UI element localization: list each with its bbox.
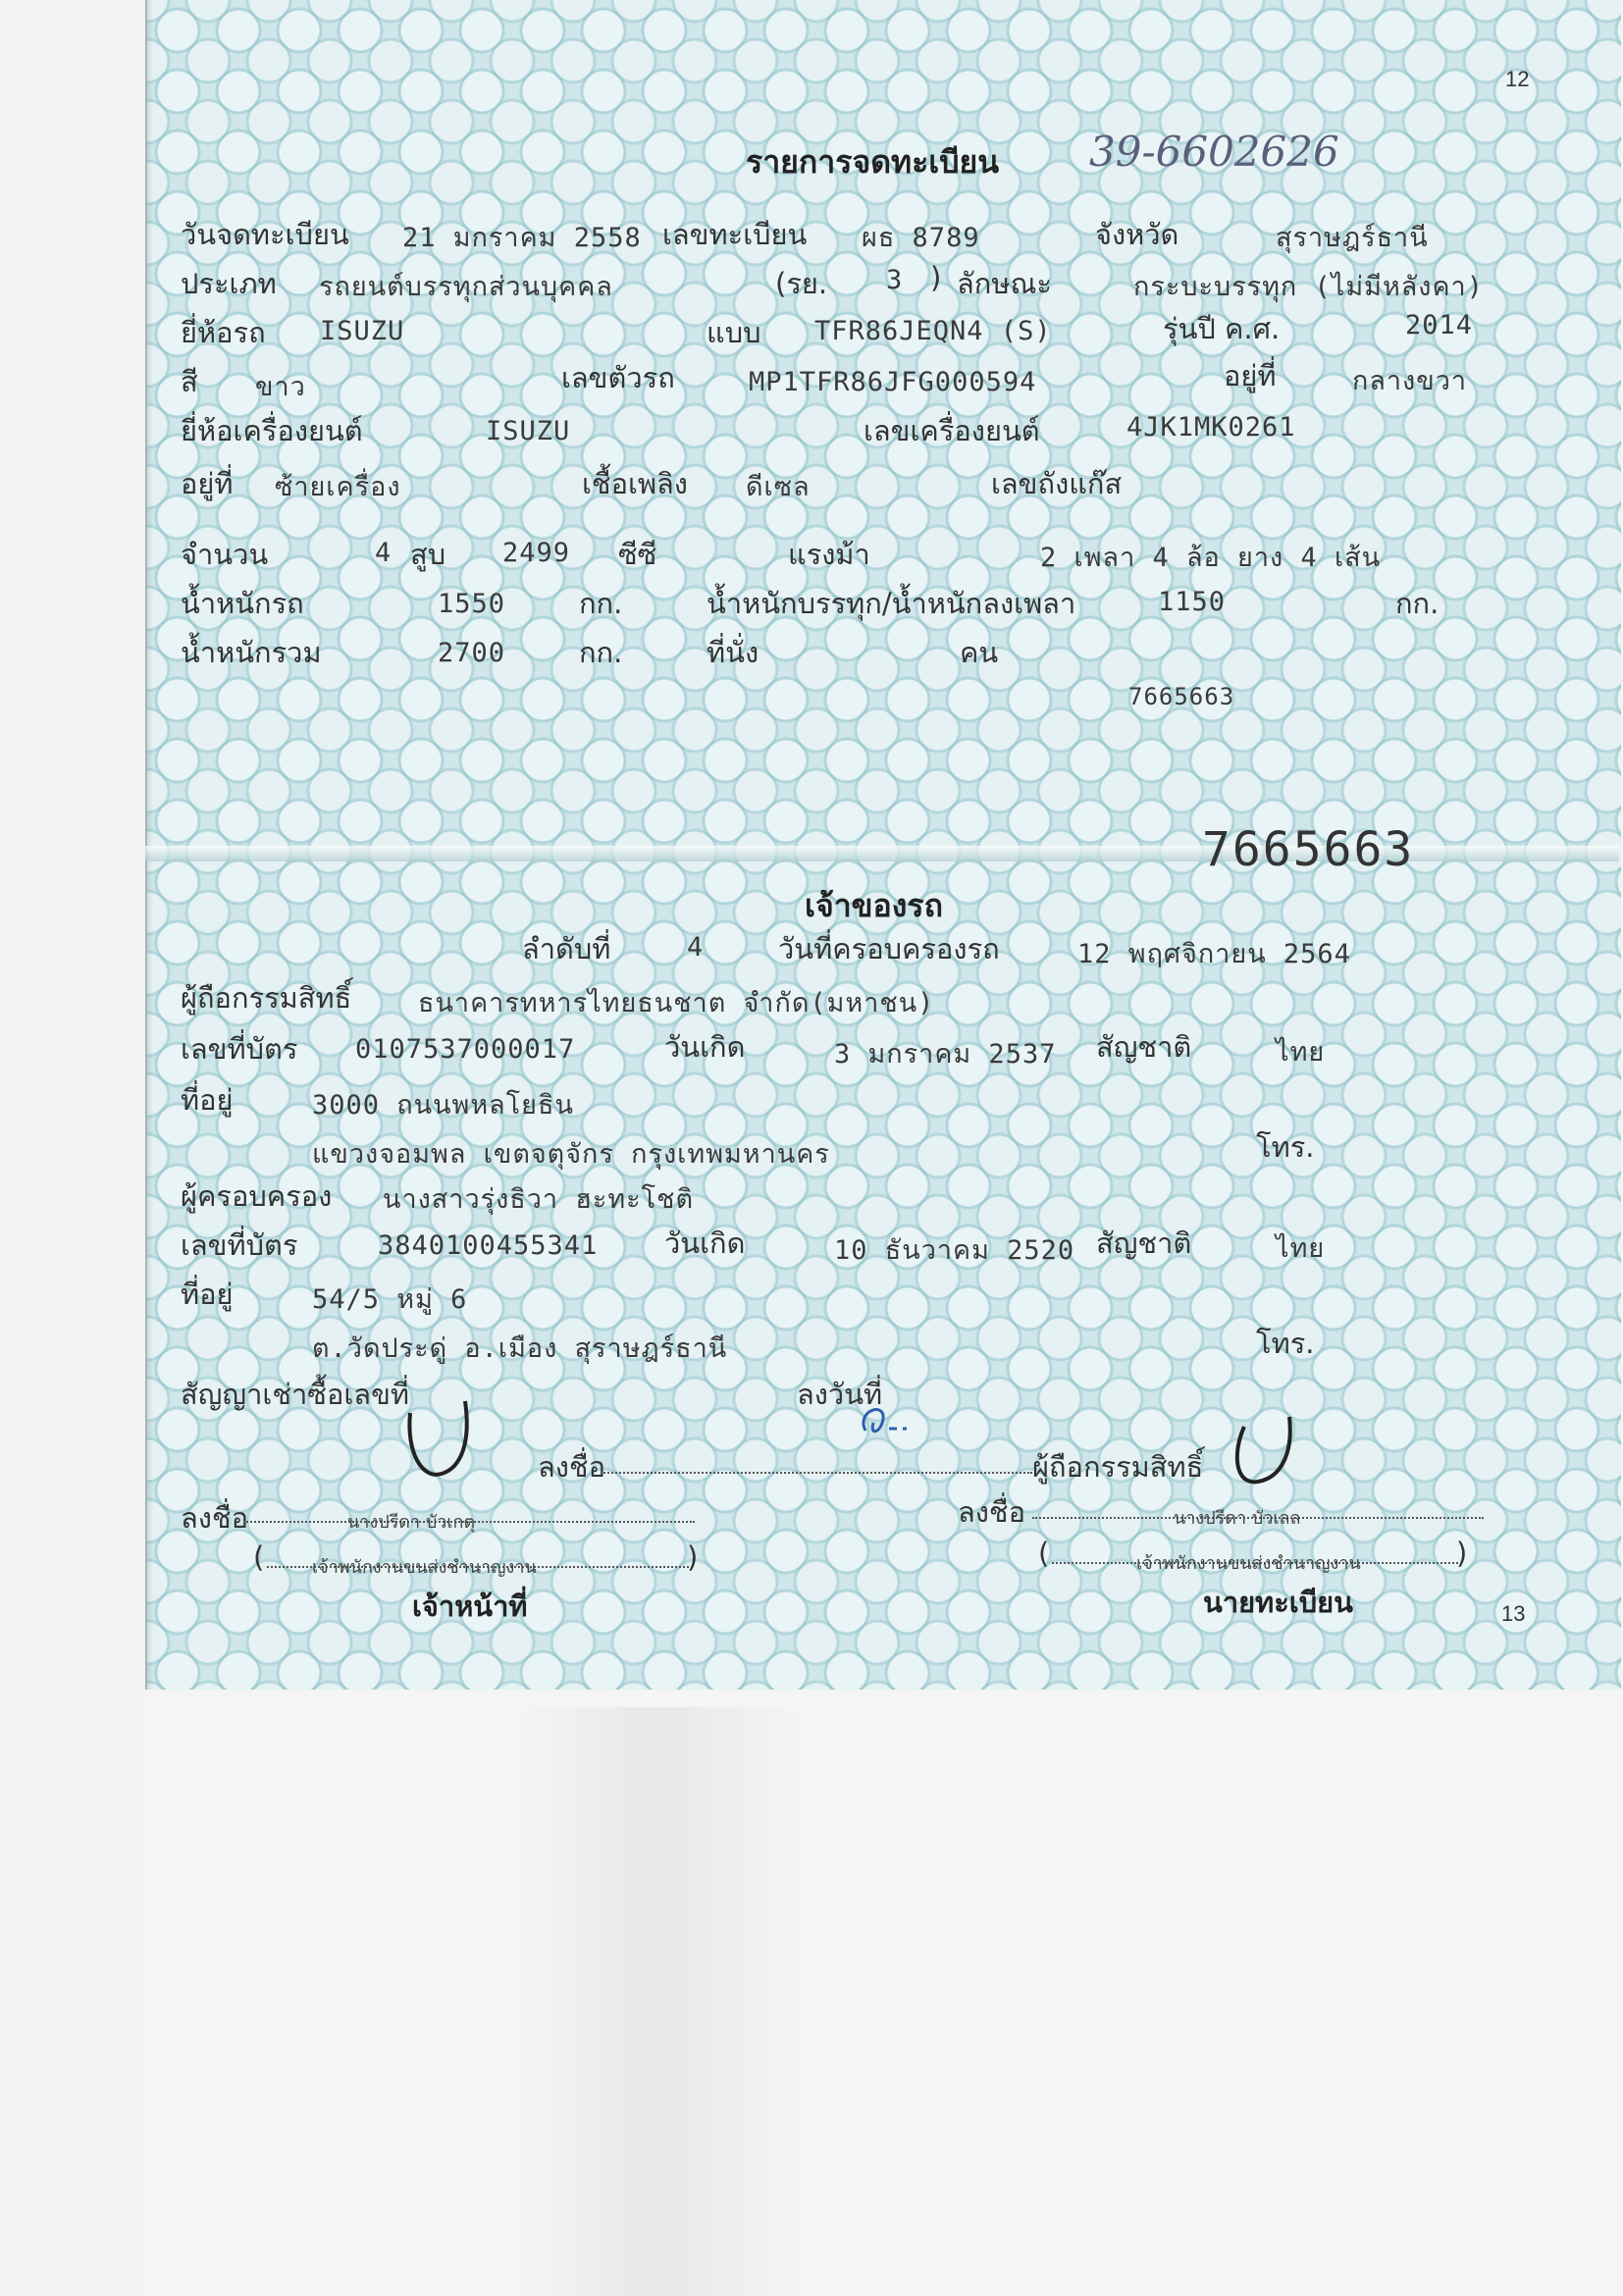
dob2-label: วันเกิด: [664, 1226, 746, 1260]
address2-label: ที่อยู่: [181, 1278, 234, 1311]
possession-date-label: วันที่ครอบครองรถ: [778, 932, 1000, 965]
chassis-location-label: อยู่ที่: [1224, 359, 1277, 392]
engine-brand-value: ISUZU: [486, 416, 571, 446]
total-weight-value: 2700: [438, 638, 506, 668]
sign-date-label: ลงวันที่: [797, 1378, 883, 1411]
officer-name: นางปรีดา บัวเกตุ: [347, 1512, 476, 1533]
officer-position: เจ้าพนักงานขนส่งชำนาญงาน: [312, 1557, 537, 1578]
possessor-value: นางสาวรุ่งธิวา ฮะทะโชติ: [383, 1184, 694, 1215]
dob1-value: 3 มกราคม 2537: [834, 1039, 1057, 1070]
weight-unit: กก.: [579, 587, 623, 620]
registrar-role: นายทะเบียน: [1203, 1586, 1353, 1619]
id2-label: เลขที่บัตร: [181, 1228, 298, 1262]
holder-signature-right: [1215, 1413, 1303, 1491]
ry-label: (รย.: [775, 267, 828, 300]
possession-date-value: 12 พฤศจิกายน 2564: [1077, 939, 1351, 969]
brand-label: ยี่ห้อรถ: [181, 316, 266, 349]
rights-holder-label: ผู้ถือกรรมสิทธิ์: [181, 981, 352, 1015]
possessor-label: ผู้ครอบครอง: [181, 1179, 333, 1213]
year-value: 2014: [1405, 310, 1474, 340]
count-label: จำนวน: [181, 538, 269, 571]
weight-value: 1550: [438, 589, 506, 619]
type-label: ประเภท: [181, 267, 277, 300]
registrar-position: เจ้าพนักงานขนส่งชำนาญงาน: [1136, 1553, 1361, 1574]
chassis-location-value: กลางขวา: [1352, 366, 1468, 396]
engine-no-label: เลขเครื่องยนต์: [864, 414, 1040, 447]
id1-value: 0107537000017: [355, 1034, 576, 1065]
engine-location-value: ซ้ายเครื่อง: [275, 472, 401, 502]
officer-sign-label: ลงชื่อ: [181, 1501, 249, 1535]
load-unit: กก.: [1395, 587, 1440, 620]
address2-line2: ต.วัดประดู่ อ.เมือง สุราษฎร์ธานี: [312, 1333, 728, 1364]
address2-line1: 54/5 หมู่ 6: [312, 1284, 468, 1315]
sign-line: [601, 1472, 1032, 1474]
registrar-name: นางปรีดา บัวเลล: [1174, 1508, 1301, 1529]
weight-label: น้ำหนักรถ: [181, 587, 304, 620]
cylinders-value: 4: [375, 538, 393, 568]
address1-line2: แขวงจอมพล เขตจตุจักร กรุงเทพมหานคร: [312, 1139, 830, 1170]
axles-value: 2 เพลา 4 ล้อ ยาง 4 เส้น: [1040, 543, 1382, 573]
officer-paren-close: ): [687, 1540, 699, 1574]
engine-location-label: อยู่ที่: [181, 467, 234, 500]
nationality1-value: ไทย: [1276, 1037, 1326, 1068]
address1-label: ที่อยู่: [181, 1083, 234, 1117]
serial-small: 7665663: [1128, 683, 1235, 710]
dob1-label: วันเกิด: [664, 1030, 746, 1064]
reg-no-label: เลขทะเบียน: [662, 218, 808, 251]
nationality2-value: ไทย: [1276, 1233, 1326, 1264]
scan-smudge: [510, 1707, 805, 2296]
total-weight-unit: กก.: [579, 636, 623, 669]
style-value: กระบะบรรทุก (ไม่มีหลังคา): [1133, 272, 1484, 302]
load-label: น้ำหนักบรรทุก/น้ำหนักลงเพลา: [707, 587, 1076, 620]
rights-holder-value: ธนาคารทหารไทยธนชาต จำกัด(มหาชน): [418, 988, 935, 1018]
chassis-label: เลขตัวรถ: [561, 361, 675, 394]
sign-role: ผู้ถือกรรมสิทธิ์: [1032, 1450, 1204, 1484]
order-value: 4: [687, 932, 705, 963]
color-label: สี: [181, 365, 198, 398]
reg-date-label: วันจดทะเบียน: [181, 218, 349, 251]
total-weight-label: น้ำหนักรวม: [181, 636, 322, 669]
nationality1-label: สัญชาติ: [1096, 1030, 1192, 1064]
model-label: แบบ: [707, 316, 761, 349]
engine-brand-label: ยี่ห้อเครื่องยนต์: [181, 414, 363, 447]
dob2-value: 10 ธันวาคม 2520: [834, 1235, 1075, 1266]
id2-value: 3840100455341: [378, 1230, 599, 1261]
lease-contract-label: สัญญาเช่าซื้อเลขที่: [181, 1378, 410, 1411]
color-value: ขาว: [255, 372, 306, 402]
cc-unit: ซีซี: [618, 538, 657, 571]
registration-title: รายการจดทะเบียน: [746, 143, 1000, 181]
reg-no-value: ผธ 8789: [862, 223, 980, 253]
tel1-label: โทร.: [1256, 1130, 1315, 1164]
ry-close: ): [930, 261, 942, 294]
serial-number-stamp: 7665663: [1202, 822, 1415, 877]
id1-label: เลขที่บัตร: [181, 1032, 298, 1066]
horsepower-label: แรงม้า: [788, 538, 870, 571]
blue-initial: [856, 1401, 924, 1440]
brand-value: ISUZU: [320, 316, 405, 346]
year-label: รุ่นปี ค.ศ.: [1163, 312, 1281, 345]
registrar-paren-close: ): [1456, 1537, 1468, 1570]
load-value: 1150: [1158, 587, 1227, 617]
handwritten-reference: 39-6602626: [1089, 128, 1339, 176]
holder-signature-left: [402, 1393, 481, 1482]
chassis-value: MP1TFR86JFG000594: [749, 367, 1037, 397]
engine-no-value: 4JK1MK0261: [1126, 412, 1296, 443]
sign-label: ลงชื่อ: [538, 1450, 606, 1484]
page-number-bottom: 13: [1501, 1601, 1526, 1626]
nationality2-label: สัญชาติ: [1096, 1226, 1192, 1260]
cylinders-unit: สูบ: [410, 538, 446, 571]
gas-tank-label: เลขถังแก๊ส: [991, 467, 1123, 500]
fuel-value: ดีเซล: [746, 472, 811, 502]
tel2-label: โทร.: [1256, 1327, 1315, 1360]
ry-value: 3: [886, 265, 904, 295]
page-edge-shadow: [145, 0, 153, 1690]
reg-date-value: 21 มกราคม 2558: [402, 223, 642, 253]
model-value: TFR86JEQN4 (S): [814, 316, 1052, 346]
registrar-sign-label: ลงชื่อ: [958, 1495, 1026, 1529]
officer-role: เจ้าหน้าที่: [412, 1590, 528, 1623]
seats-unit: คน: [960, 636, 999, 669]
order-label: ลำดับที่: [522, 932, 611, 965]
province-value: สุราษฎร์ธานี: [1276, 223, 1429, 253]
registrar-paren-open: (: [1038, 1537, 1050, 1570]
officer-paren-open: (: [253, 1540, 265, 1574]
fuel-label: เชื้อเพลิง: [582, 467, 688, 500]
page-number-top: 12: [1505, 67, 1530, 91]
seats-label: ที่นั่ง: [707, 636, 759, 669]
type-value: รถยนต์บรรทุกส่วนบุคคล: [319, 272, 613, 302]
cc-value: 2499: [502, 538, 571, 568]
address1-line1: 3000 ถนนพหลโยธิน: [312, 1090, 574, 1121]
owner-title: เจ้าของรถ: [805, 887, 943, 924]
style-label: ลักษณะ: [957, 267, 1052, 300]
province-label: จังหวัด: [1095, 218, 1179, 251]
blank-lower-page: [145, 1690, 1623, 2296]
